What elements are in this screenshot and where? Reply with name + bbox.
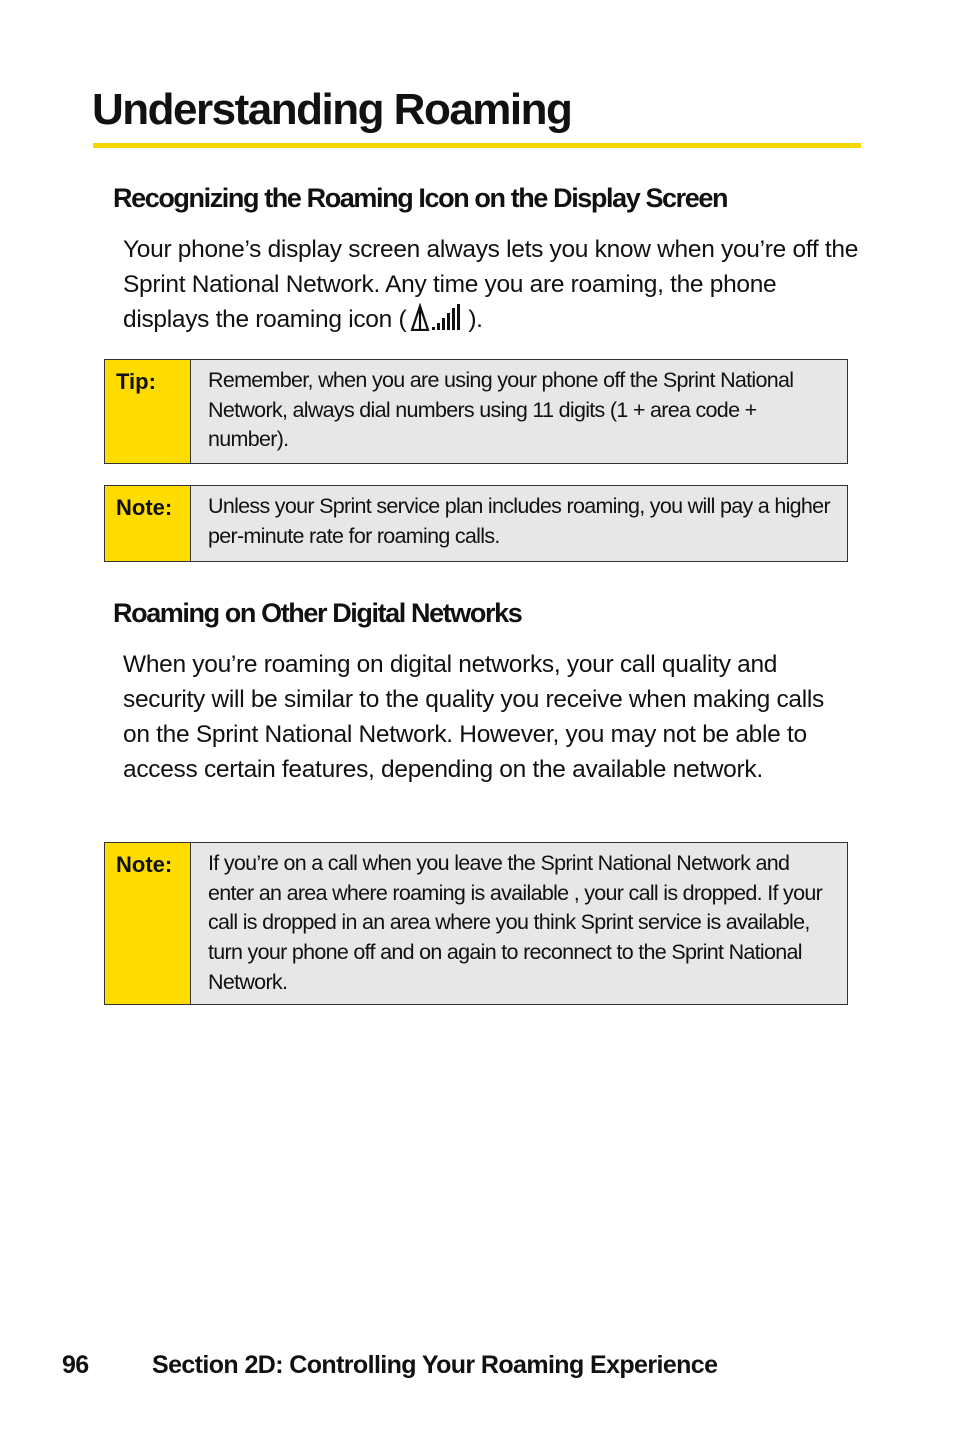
note-label: Note: (105, 843, 191, 1004)
tip-text: Remember, when you are using your phone off the Sprint National Network, always dial numbers using 11 digits (1 + area code + number). (208, 368, 794, 452)
digital-networks-paragraph: When you’re roaming on digital networks, your call quality and security will be similar to the quality you receive when making calls on the Sprint National Network. However, you may not be able to access certain features, depending on the available network. (123, 651, 824, 783)
section-heading-roaming-icon: Recognizing the Roaming Icon on the Display Screen (113, 183, 728, 213)
tip-label: Tip: (105, 360, 191, 463)
page-title: Understanding Roaming (92, 85, 572, 134)
section-heading-digital-networks: Roaming on Other Digital Networks (113, 598, 522, 628)
page-footer (62, 1349, 717, 1381)
paragraph-text-start: Your phone’s display screen always lets you know when you’re off the Sprint National Network. Any time you are roaming, the phone displays the roaming icon ( (123, 236, 859, 333)
note-callout-rates (104, 485, 848, 562)
paragraph-text-end: ). (468, 306, 483, 333)
note-callout-dropped-call (104, 842, 848, 1005)
page-number: 96 (62, 1351, 89, 1379)
note-label: Note: (105, 486, 191, 561)
footer-section-title: Section 2D: Controlling Your Roaming Experience (152, 1351, 718, 1379)
tip-callout (104, 359, 848, 464)
note-text: Unless your Sprint service plan includes roaming, you will pay a higher per-minute rate for roaming calls. (208, 494, 830, 548)
title-rule (93, 143, 861, 148)
roaming-signal-icon (408, 303, 466, 341)
note-text: If you’re on a call when you leave the Sprint National Network and enter an area where roaming is available , your call is dropped. If your call is dropped in an area where you think Sprint service is available, turn your phone off and on again to reconnect to the Sprint National Network. (208, 851, 823, 994)
roaming-icon-paragraph (123, 232, 863, 341)
